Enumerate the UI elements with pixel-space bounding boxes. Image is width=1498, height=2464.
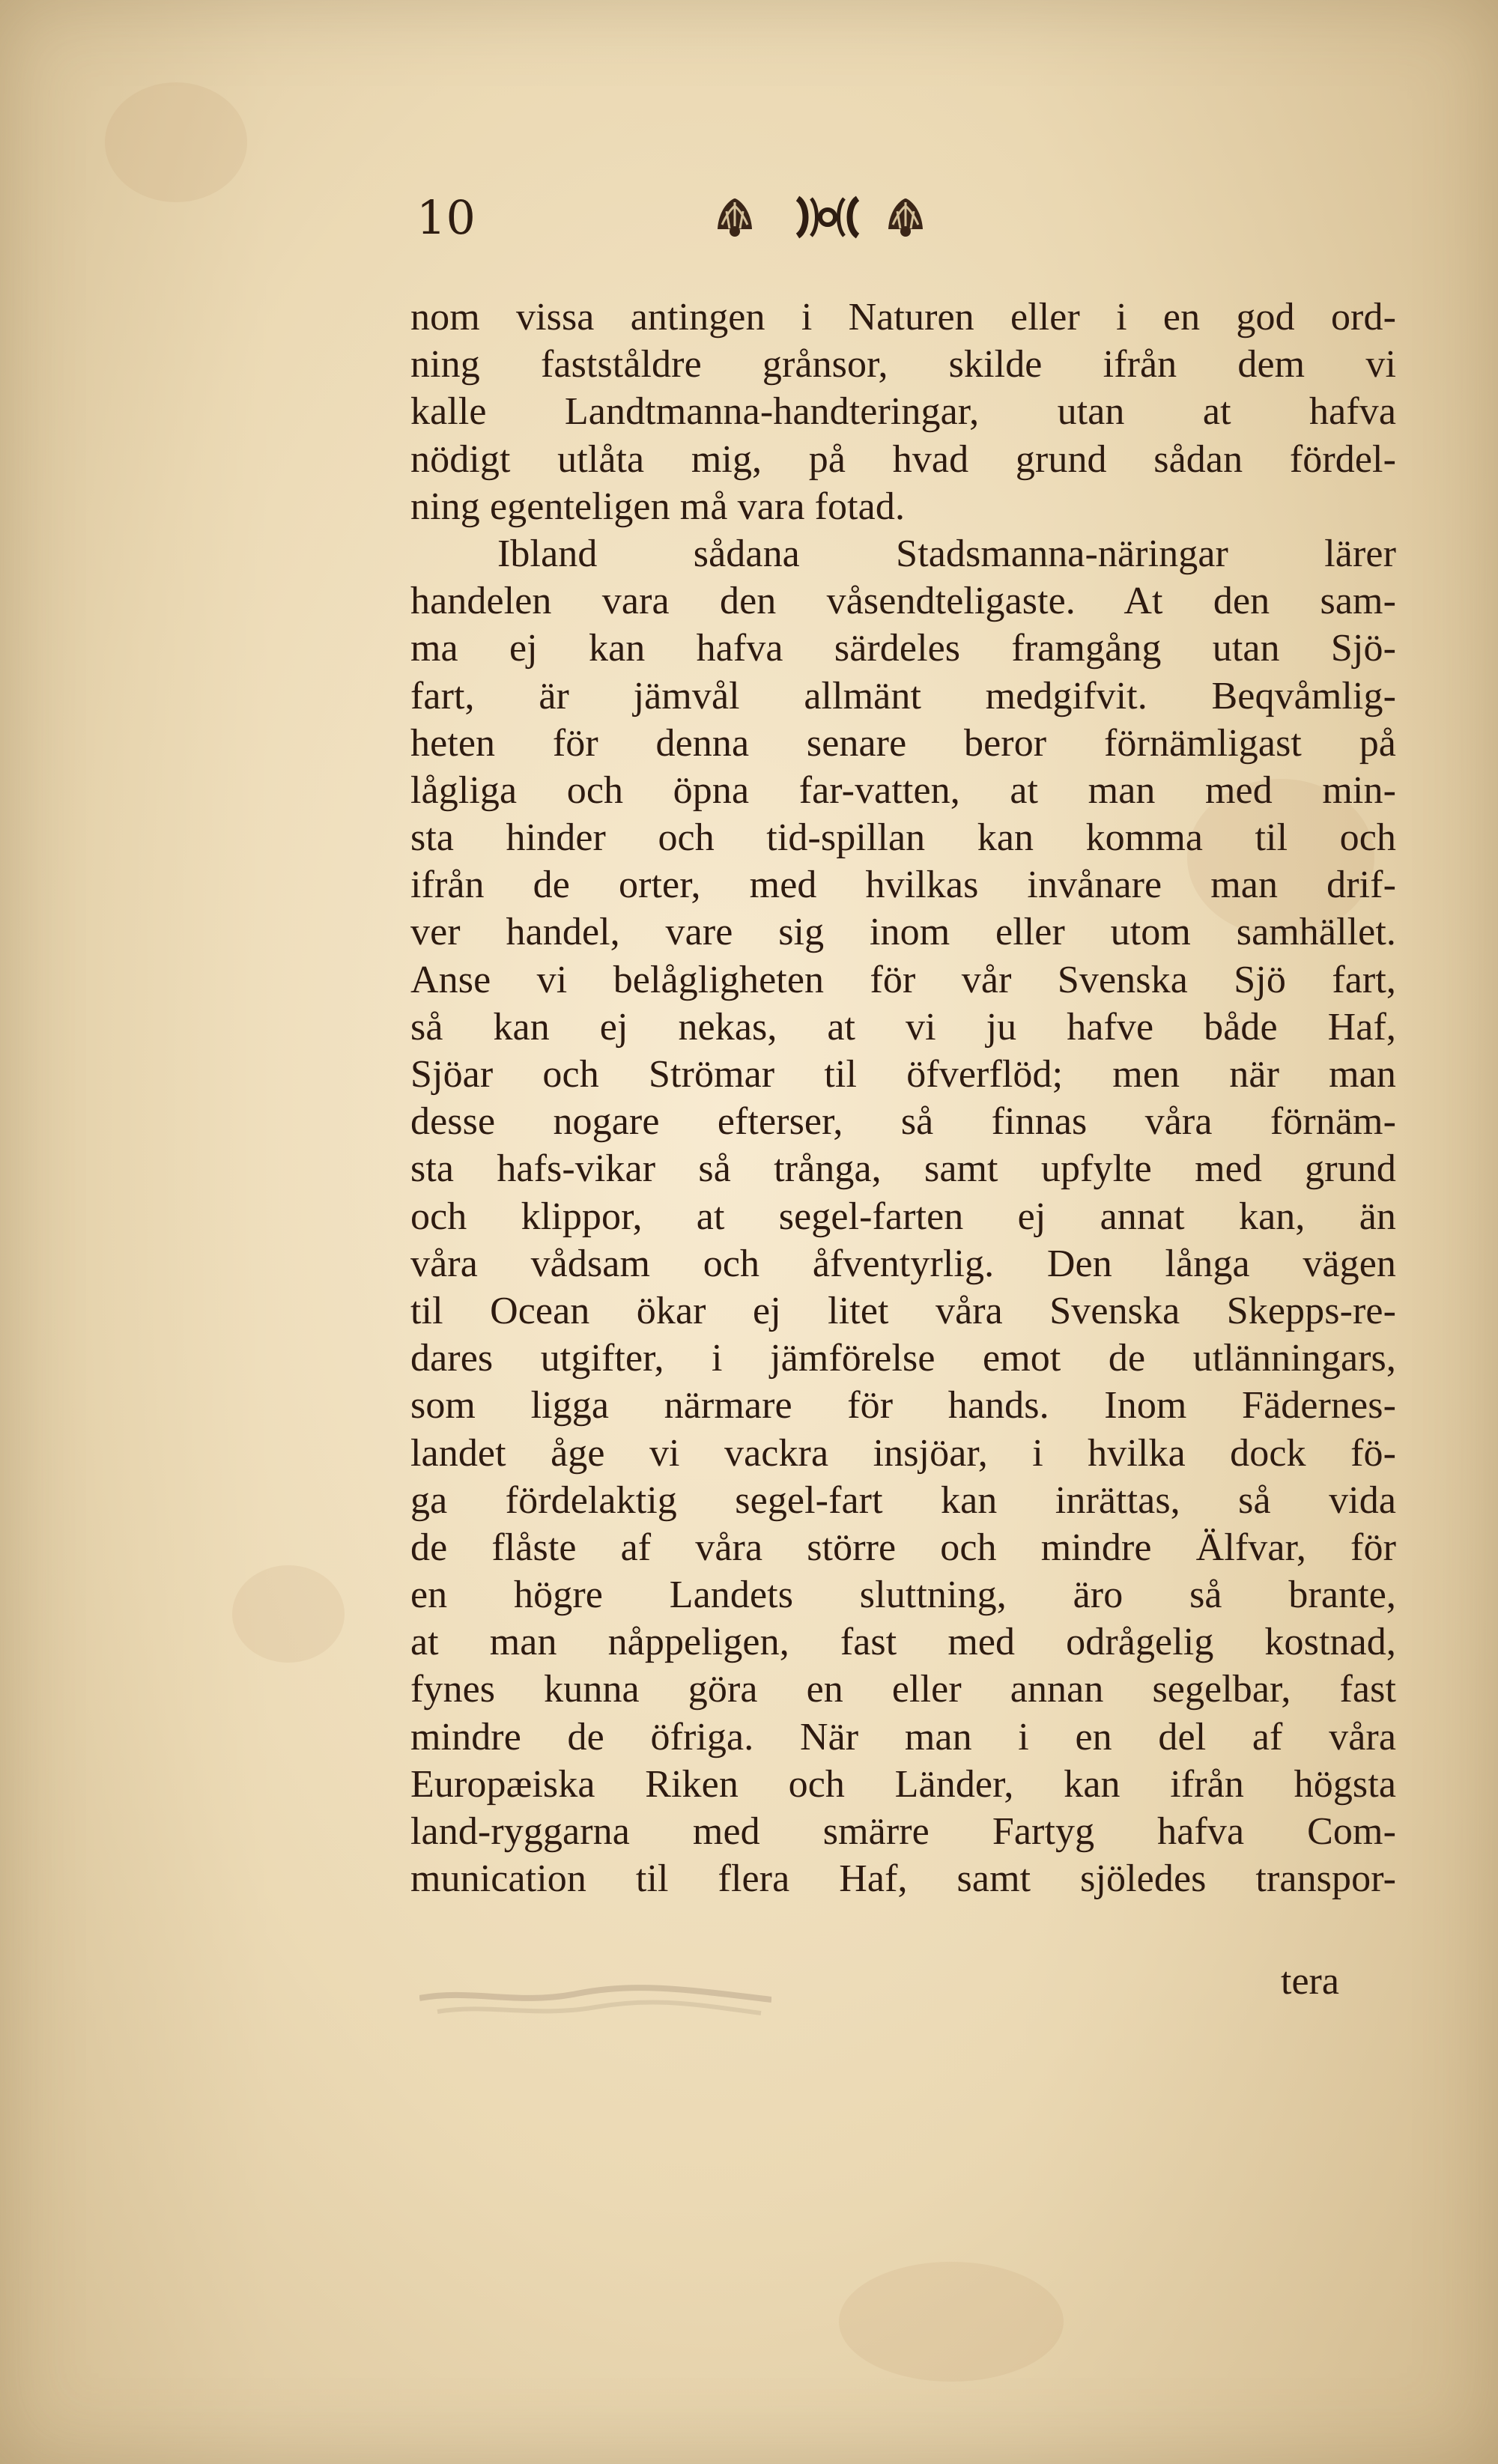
text-line: ver handel, vare sig inom eller utom samhället. — [410, 911, 1396, 954]
text-line: så kan ej nekas, at vi ju hafve både Haf, — [410, 1005, 1396, 1049]
shell-ornament-icon — [882, 193, 929, 240]
catchword: tera — [1281, 1960, 1339, 2003]
text-line: landet åge vi vackra insjöar, i hvilka dock fö- — [410, 1431, 1396, 1475]
text-line: kalle Landtmanna-handteringar, utan at hafva — [410, 390, 1396, 434]
text-line: våra vådsam och åfventyrlig. Den långa vägen — [410, 1242, 1396, 1285]
text-line: ning fastståldre grånsor, skilde ifrån dem vi — [410, 343, 1396, 386]
page-header — [388, 190, 1122, 276]
text-line: mindre de öfriga. När man i en del af våra — [410, 1715, 1396, 1759]
paper-stain — [839, 2262, 1064, 2382]
shell-ornament-icon — [712, 193, 758, 240]
text-line: sta hinder och tid-spillan kan komma til och — [410, 816, 1396, 860]
text-line: lågliga och öpna far-vatten, at man med min- — [410, 768, 1396, 812]
text-line: handelen vara den våsendteligaste. At den sam- — [410, 580, 1396, 623]
text-line: ifrån de orter, med hvilkas invånare man drif- — [410, 864, 1396, 907]
text-line: at man nåppeligen, fast med odrågelig kostnad, — [410, 1621, 1396, 1664]
text-line: desse nogare efterser, så finnas våra förnäm- — [410, 1100, 1396, 1144]
text-line: til Ocean ökar ej litet våra Svenska Skepps-re- — [410, 1289, 1396, 1332]
text-line: fynes kunna göra en eller annan segelbar, fast — [410, 1668, 1396, 1711]
text-line: sta hafs-vikar så trånga, samt upfylte med grund — [410, 1147, 1396, 1191]
text-line: dares utgifter, i jämförelse emot de utlänningars, — [410, 1337, 1396, 1380]
text-line: en högre Landets sluttning, äro så brante, — [410, 1574, 1396, 1617]
paragraph-start-line: Ibland sådana Stadsmanna-näringar lärer — [497, 532, 1396, 575]
decorative-ornament — [712, 193, 929, 246]
text-line: fart, är jämvål allmänt medgifvit. Beqvåmlig- — [410, 674, 1396, 717]
paper-stain — [232, 1565, 345, 1663]
text-line: ma ej kan hafva särdeles framgång utan Sjö- — [410, 627, 1396, 670]
text-line: ning egenteligen må vara fotad. — [410, 485, 906, 528]
text-line: ga fördelaktig segel-fart kan inrättas, så vida — [410, 1478, 1396, 1522]
text-line: nom vissa antingen i Naturen eller i en god ord- — [410, 296, 1396, 339]
text-line: de flåste af våra större och mindre Älfvar, för — [410, 1526, 1396, 1569]
text-line: heten för denna senare beror förnämligast på — [410, 721, 1396, 765]
bracket-ornament-icon — [783, 195, 873, 239]
page-number: 10 — [416, 190, 476, 245]
text-line: Europæiska Riken och Länder, kan ifrån högsta — [410, 1762, 1396, 1806]
page-text — [410, 294, 1396, 1902]
show-through-mark — [419, 1970, 771, 2025]
text-line: och klippor, at segel-farten ej annat kan, än — [410, 1195, 1396, 1238]
text-line: nödigt utlåta mig, på hvad grund sådan fördel- — [410, 437, 1396, 481]
text-line: som ligga närmare för hands. Inom Fädernes- — [410, 1384, 1396, 1427]
paper-stain — [105, 82, 247, 202]
text-line: Anse vi belågligheten för vår Svenska Sjö fart, — [410, 958, 1396, 1001]
text-line: munication til flera Haf, samt sjöledes transpor- — [410, 1857, 1396, 1901]
text-line: land-ryggarna med smärre Fartyg hafva Com- — [410, 1810, 1396, 1853]
text-line: Sjöar och Strömar til öfverflöd; men när man — [410, 1053, 1396, 1096]
